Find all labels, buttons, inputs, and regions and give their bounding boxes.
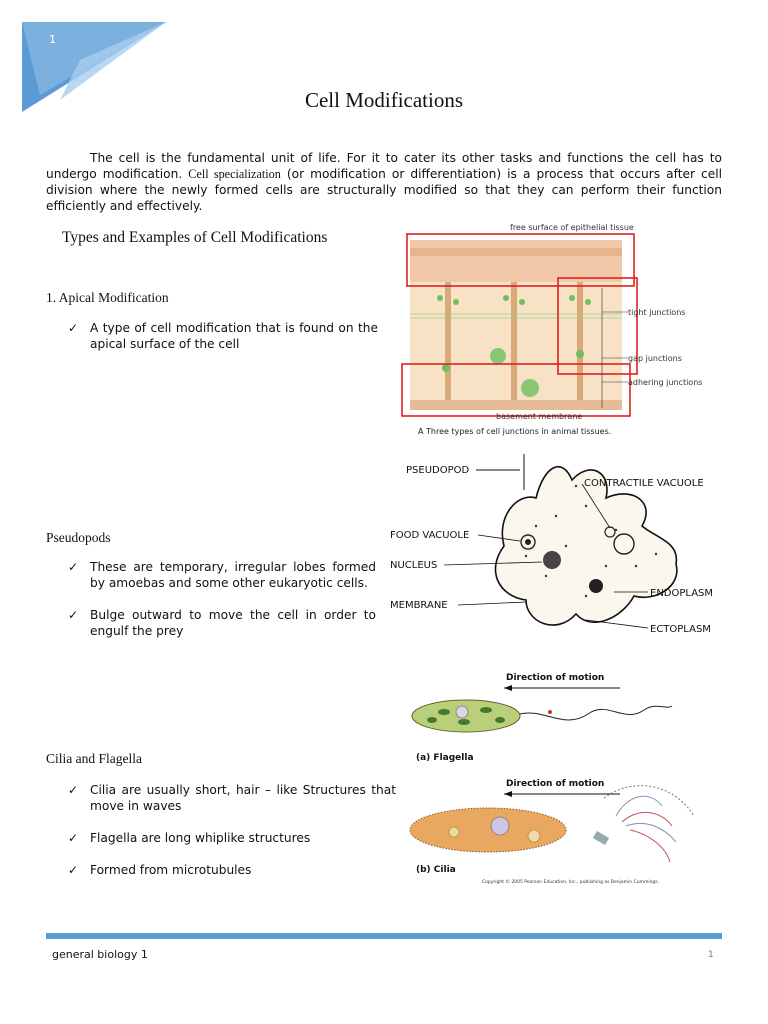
label-tight-junctions: tight junctions (628, 308, 686, 317)
apical-heading: 1. Apical Modification (46, 290, 169, 305)
pseudopods-heading: Pseudopods (46, 530, 111, 545)
label-basement-membrane: basement membrane (496, 412, 583, 421)
flagella-caption: (a) Flagella (416, 753, 474, 763)
intro-term: Cell specialization (188, 167, 281, 181)
check-icon: ✓ (68, 560, 79, 574)
check-icon: ✓ (68, 608, 79, 622)
amoeba-figure (386, 446, 726, 642)
figure-caption: A Three types of cell junctions in animal tissues. (418, 427, 612, 436)
list-item (68, 862, 398, 880)
check-icon: ✓ (68, 863, 79, 877)
nucleus (543, 551, 561, 569)
label-adhering-junctions: adhering junctions (628, 378, 703, 387)
label-direction-motion-1: Direction of motion (506, 673, 605, 683)
bullet-text: Cilia are usually short, hair – like Structures that move in waves (90, 783, 396, 813)
footer-page-number: 1 (708, 950, 714, 960)
check-icon: ✓ (68, 831, 79, 845)
cell-junctions-figure (388, 218, 724, 440)
list-item (68, 830, 398, 848)
figure-copyright: Copyright © 2005 Pearson Education, Inc., publishing as Benjamin Cummings. (482, 880, 660, 885)
list-item (68, 782, 398, 816)
page-number-corner: 1 (49, 33, 56, 46)
bullet-text: A type of cell modification that is found on the apical surface of the cell (90, 321, 378, 351)
label-gap-junctions: gap junctions (628, 354, 682, 363)
section-heading: Types and Examples of Cell Modifications (62, 229, 328, 246)
list-item (68, 559, 378, 593)
bullet-text: Flagella are long whiplike structures (90, 831, 311, 845)
cilia-heading: Cilia and Flagella (46, 751, 142, 766)
ciliate-body (410, 808, 566, 852)
check-icon: ✓ (68, 783, 79, 797)
intro-text-1: The cell is the fundamental unit of life. For it to cater its other tasks and functions the cell has to undergo modification. (46, 151, 722, 181)
label-food-vacuole: FOOD VACUOLE (390, 530, 470, 541)
label-contractile-vacuole: CONTRACTILE VACUOLE (584, 478, 704, 489)
label-nucleus: NUCLEUS (390, 560, 438, 571)
list-item (68, 607, 378, 641)
check-icon: ✓ (68, 321, 79, 335)
intro-text-2: (or modification or differentiation) is a process that occurs after cell division where the newly formed cells are structurally modified so that they can perform their function efficiently and effectively. (46, 167, 723, 213)
cilia-caption: (b) Cilia (416, 865, 456, 875)
flagella-cilia-figure (404, 666, 704, 892)
intro-paragraph (46, 150, 722, 214)
list-item (68, 320, 378, 354)
label-pseudopod: PSEUDOPOD (406, 465, 470, 476)
bullet-text: Formed from microtubules (90, 863, 252, 877)
label-free-surface: free surface of epithelial tissue (510, 223, 634, 232)
footer-course-name: general biology 1 (52, 948, 148, 961)
label-direction-motion-2: Direction of motion (506, 779, 605, 789)
label-endoplasm: ENDOPLASM (650, 588, 714, 599)
bullet-text: Bulge outward to move the cell in order to engulf the prey (90, 608, 376, 638)
page-title: Cell Modifications (304, 88, 464, 112)
footer-divider (46, 933, 722, 939)
bullet-text: These are temporary, irregular lobes formed by amoebas and some other eukaryotic cells. (90, 560, 376, 590)
label-ectoplasm: ECTOPLASM (650, 624, 711, 635)
label-membrane: MEMBRANE (390, 600, 448, 611)
